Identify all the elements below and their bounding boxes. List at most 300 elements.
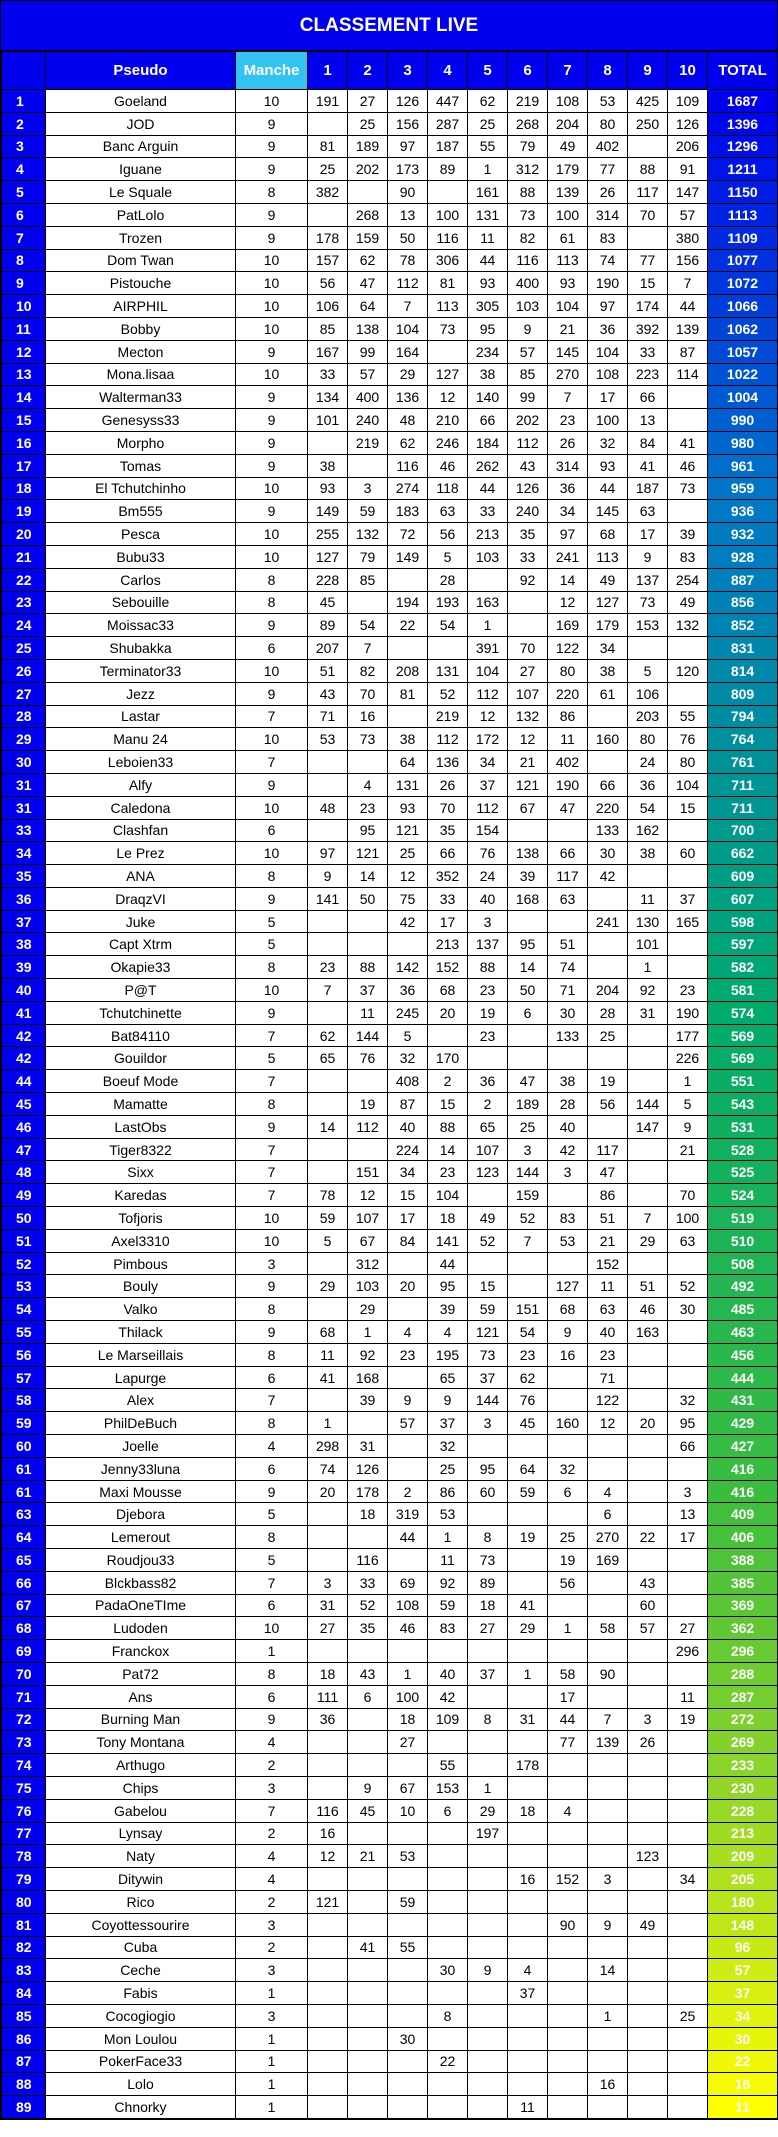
round-5-cell: 73: [468, 1343, 508, 1366]
round-5-cell: 137: [468, 933, 508, 956]
manche-cell: 2: [236, 1890, 308, 1913]
round-7-cell: 21: [548, 317, 588, 340]
round-1-cell: 7: [308, 979, 348, 1002]
round-4-cell: 447: [428, 90, 468, 113]
round-8-cell: [588, 1890, 628, 1913]
round-7-cell: [548, 1184, 588, 1207]
manche-cell: 3: [236, 1913, 308, 1936]
round-4-cell: [428, 2096, 468, 2119]
pseudo-cell: Capt Xtrm: [46, 933, 236, 956]
round-3-cell: [388, 1366, 428, 1389]
round-3-cell: 10: [388, 1799, 428, 1822]
round-9-cell: 123: [628, 1845, 668, 1868]
table-row: [2, 1321, 778, 1344]
table-row: [2, 2004, 778, 2027]
round-6-cell: [508, 1913, 548, 1936]
table-row: [2, 1571, 778, 1594]
round-6-cell: [508, 1252, 548, 1275]
total-cell: 809: [708, 682, 778, 705]
manche-cell: 10: [236, 545, 308, 568]
round-10-cell: 177: [668, 1024, 708, 1047]
manche-cell: 6: [236, 819, 308, 842]
manche-cell: 10: [236, 363, 308, 386]
table-row: [2, 2050, 778, 2073]
round-8-cell: 11: [588, 1275, 628, 1298]
table-row: [2, 705, 778, 728]
round-8-cell: [588, 1776, 628, 1799]
round-10-cell: 37: [668, 887, 708, 910]
round-7-cell: [548, 1959, 588, 1982]
round-8-cell: [588, 1640, 628, 1663]
round-4-cell: 33: [428, 887, 468, 910]
pseudo-cell: Naty: [46, 1845, 236, 1868]
pseudo-cell: Walterman33: [46, 386, 236, 409]
round-6-cell: 202: [508, 409, 548, 432]
table-row: [2, 819, 778, 842]
round-7-cell: 49: [548, 135, 588, 158]
round-1-cell: 14: [308, 1115, 348, 1138]
round-5-cell: 123: [468, 1161, 508, 1184]
round-2-cell: 23: [348, 796, 388, 819]
round-4-cell: 8: [428, 2004, 468, 2027]
round-1-cell: [308, 1868, 348, 1891]
round-5-cell: [468, 2050, 508, 2073]
rank-cell: 69: [2, 1640, 46, 1663]
pseudo-cell: Tchutchinette: [46, 1001, 236, 1024]
round-3-cell: 32: [388, 1047, 428, 1070]
manche-cell: 10: [236, 317, 308, 340]
round-5-cell: 103: [468, 545, 508, 568]
round-6-cell: 29: [508, 1617, 548, 1640]
round-6-cell: 45: [508, 1412, 548, 1435]
total-cell: 230: [708, 1776, 778, 1799]
round-8-cell: 117: [588, 1138, 628, 1161]
pseudo-cell: Mon Loulou: [46, 2027, 236, 2050]
header-round-8: 8: [588, 52, 628, 90]
round-10-cell: [668, 409, 708, 432]
round-4-cell: 70: [428, 796, 468, 819]
round-4-cell: 30: [428, 1959, 468, 1982]
manche-cell: 1: [236, 2027, 308, 2050]
round-1-cell: [308, 1161, 348, 1184]
round-9-cell: [628, 1822, 668, 1845]
pseudo-cell: Bubu33: [46, 545, 236, 568]
round-6-cell: [508, 1549, 548, 1572]
table-row: [2, 1685, 778, 1708]
round-1-cell: 97: [308, 842, 348, 865]
total-cell: 416: [708, 1457, 778, 1480]
round-8-cell: 28: [588, 1001, 628, 1024]
round-5-cell: [468, 1252, 508, 1275]
table-row: [2, 1412, 778, 1435]
round-4-cell: 28: [428, 568, 468, 591]
round-9-cell: 63: [628, 500, 668, 523]
total-cell: 388: [708, 1549, 778, 1572]
rank-cell: 25: [2, 637, 46, 660]
round-8-cell: 80: [588, 112, 628, 135]
round-10-cell: [668, 2096, 708, 2119]
round-10-cell: 109: [668, 90, 708, 113]
round-1-cell: 101: [308, 409, 348, 432]
pseudo-cell: Cocogiogio: [46, 2004, 236, 2027]
round-10-cell: 32: [668, 1389, 708, 1412]
pseudo-cell: Axel3310: [46, 1229, 236, 1252]
round-7-cell: [548, 2073, 588, 2096]
round-10-cell: 15: [668, 796, 708, 819]
total-cell: 1113: [708, 203, 778, 226]
round-10-cell: 52: [668, 1275, 708, 1298]
round-8-cell: 26: [588, 181, 628, 204]
round-3-cell: 136: [388, 386, 428, 409]
round-9-cell: [628, 135, 668, 158]
round-9-cell: [628, 1138, 668, 1161]
manche-cell: 10: [236, 90, 308, 113]
round-9-cell: [628, 1799, 668, 1822]
round-1-cell: 43: [308, 682, 348, 705]
round-3-cell: 30: [388, 2027, 428, 2050]
round-9-cell: [628, 1936, 668, 1959]
round-10-cell: 34: [668, 1868, 708, 1891]
round-3-cell: 13: [388, 203, 428, 226]
round-7-cell: [548, 1822, 588, 1845]
pseudo-cell: Joelle: [46, 1435, 236, 1458]
table-row: [2, 1640, 778, 1663]
round-9-cell: 46: [628, 1298, 668, 1321]
header-pseudo: Pseudo: [46, 52, 236, 90]
round-9-cell: 24: [628, 751, 668, 774]
manche-cell: 9: [236, 158, 308, 181]
round-7-cell: 68: [548, 1298, 588, 1321]
round-2-cell: 268: [348, 203, 388, 226]
round-7-cell: [548, 1982, 588, 2005]
manche-cell: 10: [236, 659, 308, 682]
round-3-cell: 194: [388, 591, 428, 614]
round-5-cell: 11: [468, 226, 508, 249]
round-10-cell: [668, 682, 708, 705]
round-6-cell: 7: [508, 1229, 548, 1252]
total-cell: 711: [708, 773, 778, 796]
header-round-7: 7: [548, 52, 588, 90]
total-cell: 1057: [708, 340, 778, 363]
round-5-cell: 9: [468, 1959, 508, 1982]
round-6-cell: 37: [508, 1982, 548, 2005]
round-10-cell: 120: [668, 659, 708, 682]
round-6-cell: 64: [508, 1457, 548, 1480]
round-10-cell: [668, 1343, 708, 1366]
round-5-cell: [468, 1913, 508, 1936]
total-cell: 761: [708, 751, 778, 774]
total-cell: 980: [708, 431, 778, 454]
round-5-cell: 29: [468, 1799, 508, 1822]
round-7-cell: 7: [548, 386, 588, 409]
round-6-cell: 4: [508, 1959, 548, 1982]
pseudo-cell: Karedas: [46, 1184, 236, 1207]
round-5-cell: 8: [468, 1526, 508, 1549]
pseudo-cell: Bm555: [46, 500, 236, 523]
round-10-cell: [668, 1161, 708, 1184]
pseudo-cell: Tiger8322: [46, 1138, 236, 1161]
round-9-cell: 36: [628, 773, 668, 796]
total-cell: 296: [708, 1640, 778, 1663]
round-7-cell: 32: [548, 1457, 588, 1480]
manche-cell: 5: [236, 910, 308, 933]
round-5-cell: [468, 568, 508, 591]
rank-cell: 80: [2, 1890, 46, 1913]
round-9-cell: [628, 1024, 668, 1047]
round-5-cell: [468, 2027, 508, 2050]
round-3-cell: 53: [388, 1845, 428, 1868]
rank-cell: 59: [2, 1412, 46, 1435]
round-6-cell: 138: [508, 842, 548, 865]
round-1-cell: [308, 1070, 348, 1093]
rank-cell: 26: [2, 659, 46, 682]
round-10-cell: [668, 1936, 708, 1959]
total-cell: 764: [708, 728, 778, 751]
rank-cell: 71: [2, 1685, 46, 1708]
round-7-cell: 179: [548, 158, 588, 181]
pseudo-cell: Fabis: [46, 1982, 236, 2005]
round-2-cell: 107: [348, 1207, 388, 1230]
rank-cell: 7: [2, 226, 46, 249]
round-4-cell: 52: [428, 682, 468, 705]
header-rank: [2, 52, 46, 90]
total-cell: 444: [708, 1366, 778, 1389]
total-cell: 385: [708, 1571, 778, 1594]
round-8-cell: 7: [588, 1708, 628, 1731]
round-9-cell: [628, 2073, 668, 2096]
rank-cell: 47: [2, 1138, 46, 1161]
round-1-cell: 20: [308, 1480, 348, 1503]
round-8-cell: 19: [588, 1070, 628, 1093]
round-8-cell: 402: [588, 135, 628, 158]
total-cell: 794: [708, 705, 778, 728]
round-1-cell: 382: [308, 181, 348, 204]
round-2-cell: [348, 1070, 388, 1093]
round-1-cell: [308, 910, 348, 933]
header-manche: Manche: [236, 52, 308, 90]
round-2-cell: 35: [348, 1617, 388, 1640]
round-3-cell: 57: [388, 1412, 428, 1435]
total-cell: 519: [708, 1207, 778, 1230]
manche-cell: 9: [236, 454, 308, 477]
round-7-cell: [548, 1435, 588, 1458]
round-6-cell: 268: [508, 112, 548, 135]
table-row: [2, 431, 778, 454]
rank-cell: 52: [2, 1252, 46, 1275]
round-3-cell: 42: [388, 910, 428, 933]
total-cell: 856: [708, 591, 778, 614]
round-9-cell: 29: [628, 1229, 668, 1252]
round-9-cell: 106: [628, 682, 668, 705]
round-2-cell: 202: [348, 158, 388, 181]
total-cell: 209: [708, 1845, 778, 1868]
round-7-cell: 93: [548, 272, 588, 295]
round-8-cell: [588, 1799, 628, 1822]
pseudo-cell: Coyottessourire: [46, 1913, 236, 1936]
total-cell: 1396: [708, 112, 778, 135]
pseudo-cell: Pistouche: [46, 272, 236, 295]
rank-cell: 72: [2, 1708, 46, 1731]
round-5-cell: 121: [468, 1321, 508, 1344]
round-4-cell: [428, 1822, 468, 1845]
round-5-cell: [468, 1754, 508, 1777]
pseudo-cell: Sebouille: [46, 591, 236, 614]
table-row: [2, 1662, 778, 1685]
table-row: [2, 1161, 778, 1184]
manche-cell: 2: [236, 1822, 308, 1845]
table-row: [2, 1184, 778, 1207]
total-cell: 1150: [708, 181, 778, 204]
round-5-cell: 76: [468, 842, 508, 865]
table-row: [2, 1024, 778, 1047]
round-6-cell: 168: [508, 887, 548, 910]
round-4-cell: [428, 1731, 468, 1754]
round-10-cell: [668, 1913, 708, 1936]
round-5-cell: 44: [468, 477, 508, 500]
round-1-cell: [308, 1776, 348, 1799]
round-4-cell: 14: [428, 1138, 468, 1161]
round-2-cell: 50: [348, 887, 388, 910]
round-9-cell: 38: [628, 842, 668, 865]
round-2-cell: 52: [348, 1594, 388, 1617]
round-8-cell: 127: [588, 591, 628, 614]
round-7-cell: [548, 2050, 588, 2073]
round-9-cell: 174: [628, 295, 668, 318]
table-row: [2, 796, 778, 819]
round-6-cell: 9: [508, 317, 548, 340]
table-row: [2, 363, 778, 386]
round-8-cell: 49: [588, 568, 628, 591]
round-3-cell: 84: [388, 1229, 428, 1252]
round-2-cell: [348, 1913, 388, 1936]
round-4-cell: 246: [428, 431, 468, 454]
round-10-cell: [668, 819, 708, 842]
round-2-cell: 12: [348, 1184, 388, 1207]
manche-cell: 8: [236, 1662, 308, 1685]
manche-cell: 8: [236, 181, 308, 204]
round-5-cell: 172: [468, 728, 508, 751]
round-1-cell: [308, 1982, 348, 2005]
manche-cell: 9: [236, 340, 308, 363]
pseudo-cell: Blckbass82: [46, 1571, 236, 1594]
round-4-cell: 287: [428, 112, 468, 135]
round-4-cell: 83: [428, 1617, 468, 1640]
round-3-cell: 2: [388, 1480, 428, 1503]
round-5-cell: [468, 1936, 508, 1959]
round-9-cell: 425: [628, 90, 668, 113]
manche-cell: 7: [236, 1799, 308, 1822]
round-2-cell: 41: [348, 1936, 388, 1959]
round-9-cell: 13: [628, 409, 668, 432]
total-cell: 525: [708, 1161, 778, 1184]
total-cell: 1022: [708, 363, 778, 386]
round-7-cell: 51: [548, 933, 588, 956]
rank-cell: 86: [2, 2027, 46, 2050]
round-3-cell: 7: [388, 295, 428, 318]
round-6-cell: 1: [508, 1662, 548, 1685]
total-cell: 1296: [708, 135, 778, 158]
total-cell: 607: [708, 887, 778, 910]
round-4-cell: [428, 181, 468, 204]
round-8-cell: [588, 1822, 628, 1845]
round-7-cell: 25: [548, 1526, 588, 1549]
round-8-cell: 66: [588, 773, 628, 796]
round-6-cell: [508, 2073, 548, 2096]
round-7-cell: 77: [548, 1731, 588, 1754]
round-4-cell: [428, 1913, 468, 1936]
total-cell: 961: [708, 454, 778, 477]
round-10-cell: [668, 1845, 708, 1868]
round-1-cell: [308, 112, 348, 135]
pseudo-cell: Moissac33: [46, 614, 236, 637]
rank-cell: 42: [2, 1047, 46, 1070]
rank-cell: 23: [2, 591, 46, 614]
pseudo-cell: Mecton: [46, 340, 236, 363]
round-4-cell: [428, 1640, 468, 1663]
manche-cell: 9: [236, 386, 308, 409]
round-3-cell: [388, 1435, 428, 1458]
round-8-cell: 42: [588, 865, 628, 888]
total-cell: 362: [708, 1617, 778, 1640]
round-6-cell: 62: [508, 1366, 548, 1389]
manche-cell: 1: [236, 1982, 308, 2005]
total-cell: 37: [708, 1982, 778, 2005]
round-6-cell: 54: [508, 1321, 548, 1344]
round-10-cell: 7: [668, 272, 708, 295]
round-8-cell: 74: [588, 249, 628, 272]
total-cell: 96: [708, 1936, 778, 1959]
manche-cell: 9: [236, 1115, 308, 1138]
pseudo-cell: PatLolo: [46, 203, 236, 226]
total-cell: 569: [708, 1047, 778, 1070]
round-2-cell: 7: [348, 637, 388, 660]
rank-cell: 20: [2, 523, 46, 546]
rank-cell: 22: [2, 568, 46, 591]
rank-cell: 1: [2, 90, 46, 113]
manche-cell: 1: [236, 2073, 308, 2096]
round-7-cell: [548, 1936, 588, 1959]
round-7-cell: 220: [548, 682, 588, 705]
round-5-cell: 305: [468, 295, 508, 318]
round-1-cell: 51: [308, 659, 348, 682]
round-4-cell: 109: [428, 1708, 468, 1731]
round-8-cell: 270: [588, 1526, 628, 1549]
round-5-cell: [468, 1640, 508, 1663]
round-2-cell: 29: [348, 1298, 388, 1321]
round-2-cell: 39: [348, 1389, 388, 1412]
round-10-cell: 114: [668, 363, 708, 386]
round-8-cell: [588, 1457, 628, 1480]
round-3-cell: [388, 1982, 428, 2005]
total-cell: 429: [708, 1412, 778, 1435]
manche-cell: 6: [236, 1685, 308, 1708]
round-2-cell: [348, 751, 388, 774]
table-row: [2, 477, 778, 500]
round-8-cell: 23: [588, 1343, 628, 1366]
round-2-cell: [348, 1822, 388, 1845]
total-cell: 887: [708, 568, 778, 591]
pseudo-cell: Rico: [46, 1890, 236, 1913]
total-cell: 932: [708, 523, 778, 546]
round-2-cell: 64: [348, 295, 388, 318]
round-8-cell: 190: [588, 272, 628, 295]
rank-cell: 77: [2, 1822, 46, 1845]
round-3-cell: 93: [388, 796, 428, 819]
round-1-cell: [308, 2027, 348, 2050]
round-4-cell: [428, 1890, 468, 1913]
round-4-cell: 141: [428, 1229, 468, 1252]
round-10-cell: 76: [668, 728, 708, 751]
